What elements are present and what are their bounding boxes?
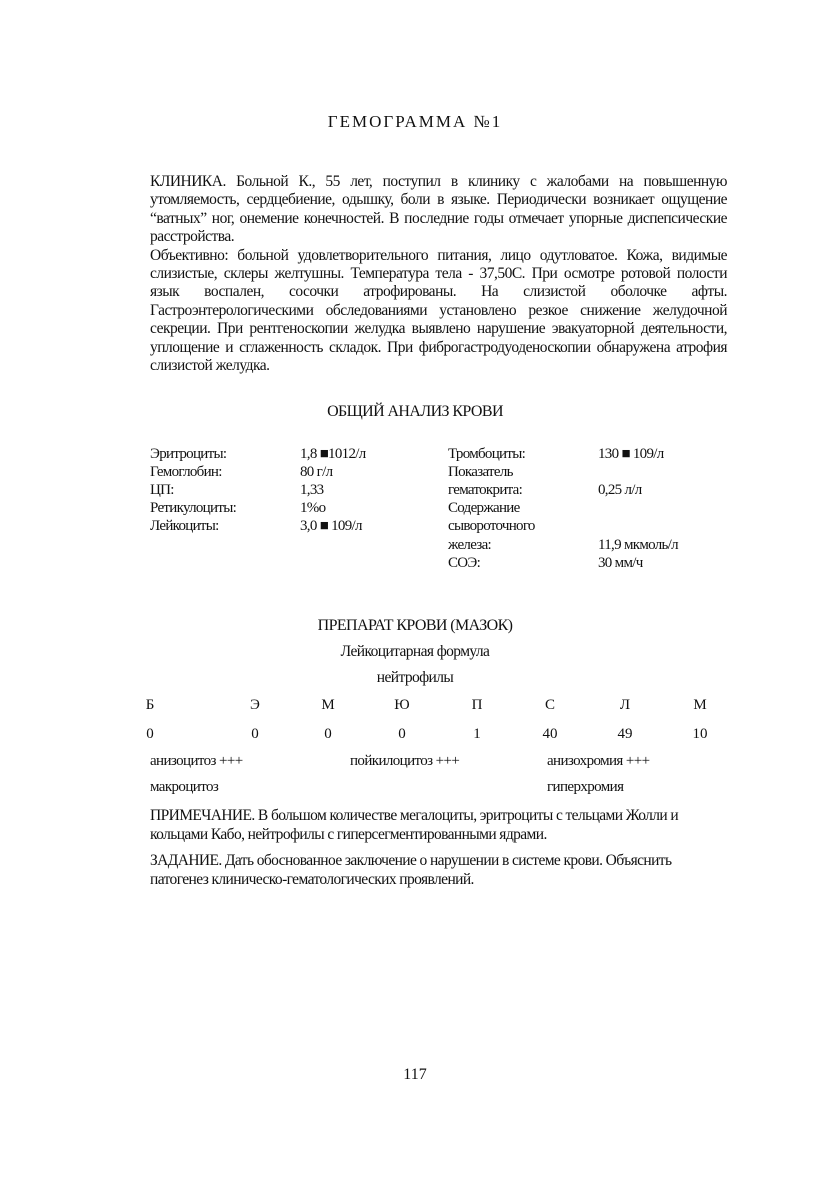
formula-value-cell: 0 <box>251 726 259 742</box>
anisochromia-note: анизохромия +++ <box>547 753 650 769</box>
formula-header-cell: С <box>544 697 555 713</box>
color-index-value: 1,33 <box>300 482 324 498</box>
page-title: ГЕМОГРАММА №1 <box>327 112 503 131</box>
reticulocytes-label: Ретикулоциты: <box>150 500 237 516</box>
leukocytes-value: 3,0 ■ 109/л <box>300 518 362 534</box>
task-paragraph: ЗАДАНИЕ. Дать обоснованное заключение о нарушении в системе крови. Объяснить патогенез клиническо-гематологических проявлений. <box>150 852 672 888</box>
clinic-paragraph-objective: Объективно: больной удовлетворительного питания, лицо одутловатое. Кожа, видимые слизистые, склеры желтушны. Температура тела - 37,50С. При осмотре ротовой полости язык воспален, сосочки атрофированы. На слизистой оболочке афты. Гастроэнтерологическими обследованиями установлено резкое снижение желудочной секреции. При рентгеноскопии желудка выявлено нарушение эвакуаторной деятельности, уплощение и сглаженность складок. При фиброгастродуоденоскопии обнаружена атрофия слизистой желудка. <box>150 246 727 375</box>
iron-label-line2: сывороточного <box>448 518 535 534</box>
macrocytosis-note: макроцитоз <box>150 779 219 795</box>
leukocytes-label: Лейкоциты: <box>150 518 219 534</box>
formula-value-cell: 0 <box>398 726 406 742</box>
hemoglobin-value: 80 г/л <box>300 464 333 480</box>
formula-header-cell: Б <box>145 697 155 713</box>
leukocyte-formula-heading: Лейкоцитарная формула <box>340 643 490 660</box>
iron-label-line3: железа: <box>448 537 492 553</box>
hematocrit-label-line1: Показатель <box>448 464 513 480</box>
formula-value-cell: 10 <box>692 726 708 742</box>
formula-value-cell: 40 <box>542 726 558 742</box>
hematocrit-value: 0,25 л/л <box>598 482 642 498</box>
iron-label-line1: Содержание <box>448 500 520 516</box>
formula-header-cell: М <box>321 697 335 713</box>
formula-header-cell: Э <box>250 697 260 713</box>
rbc-value: 1,8 ■1012/л <box>300 446 366 462</box>
page-number: 117 <box>403 1066 427 1083</box>
formula-header-cell: Л <box>619 697 631 713</box>
poikilocytosis-note: пойкилоцитоз +++ <box>350 753 460 769</box>
formula-value-cell: 1 <box>473 726 481 742</box>
esr-label: СОЭ: <box>448 555 481 571</box>
hemoglobin-label: Гемоглобин: <box>150 464 222 480</box>
formula-header-cell: Ю <box>394 697 410 713</box>
hyperchromia-note: гиперхромия <box>547 779 624 795</box>
formula-value-cell: 49 <box>617 726 633 742</box>
smear-heading: ПРЕПАРАТ КРОВИ (МАЗОК) <box>317 617 513 634</box>
clinical-description <box>150 173 727 375</box>
formula-value-cell: 0 <box>146 726 154 742</box>
iron-value: 11,9 мкмоль/л <box>598 537 678 553</box>
hematocrit-label-line2: гематокрита: <box>448 482 523 498</box>
anisocytosis-note: анизоцитоз +++ <box>150 753 243 769</box>
formula-value-cell: 0 <box>324 726 332 742</box>
note-paragraph: ПРИМЕЧАНИЕ. В большом количестве мегалоциты, эритроциты с тельцами Жолли и кольцами Кабо, нейтрофилы с гиперсегментированными ядрами. <box>150 807 679 843</box>
clinic-paragraph-complaints: КЛИНИКА. Больной К., 55 лет, поступил в клинику с жалобами на повышенную утомляемость, сердцебиение, одышку, боли в языке. Периодически возникает ощущение “ватных” ног, онемение конечностей. В последние годы отмечает упорные диспепсические расстройства. <box>150 173 727 246</box>
color-index-label: ЦП: <box>150 482 174 498</box>
platelets-value: 130 ■ 109/л <box>598 446 664 462</box>
rbc-label: Эритроциты: <box>150 446 227 462</box>
esr-value: 30 мм/ч <box>598 555 643 571</box>
platelets-label: Тромбоциты: <box>448 446 526 462</box>
formula-header-cell: П <box>471 697 483 713</box>
reticulocytes-value: 1%о <box>300 500 326 516</box>
formula-header-cell: М <box>693 697 707 713</box>
blood-test-heading: ОБЩИЙ АНАЛИЗ КРОВИ <box>327 403 503 420</box>
neutrophils-label: нейтрофилы <box>376 669 454 686</box>
